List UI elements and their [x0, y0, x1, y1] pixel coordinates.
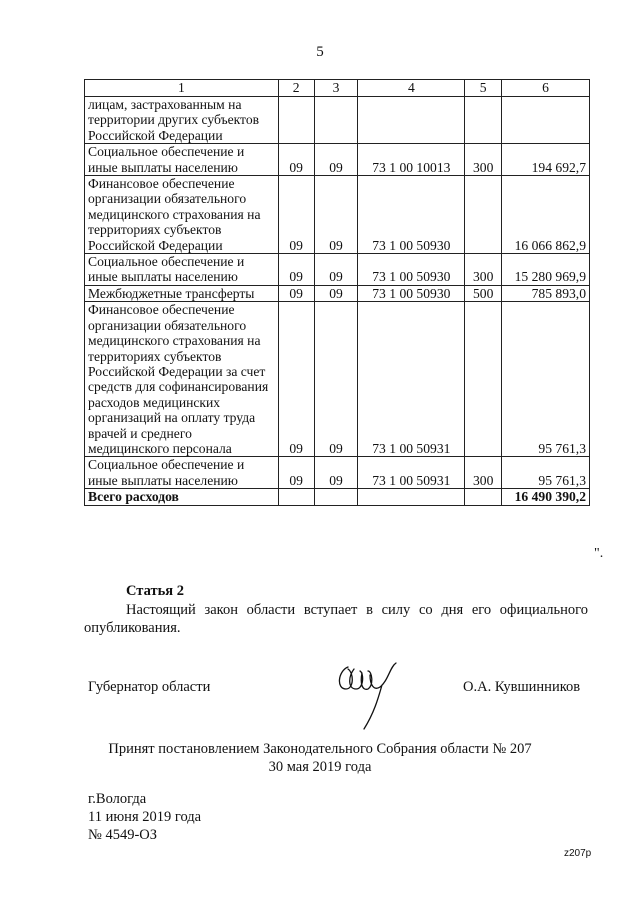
- governor-name: О.А. Кувшинников: [463, 679, 581, 695]
- item-name-cell: Социальное обеспечение и иные выплаты населению: [85, 457, 279, 489]
- table-row: [85, 457, 590, 489]
- empty-cell: [358, 489, 465, 505]
- section-cell: 09: [278, 285, 314, 301]
- expense-type-cell: 300: [465, 144, 502, 176]
- section-cell: [278, 97, 314, 144]
- empty-cell: [278, 489, 314, 505]
- item-name-cell: лицам, застрахованным на территории других субъектов Российской Федерации: [85, 97, 279, 144]
- target-article-cell: 73 1 00 50931: [358, 302, 465, 457]
- section-cell: 09: [278, 144, 314, 176]
- target-article-cell: 73 1 00 50930: [358, 285, 465, 301]
- target-article-cell: 73 1 00 50931: [358, 457, 465, 489]
- amount-cell: 95 761,3: [502, 457, 590, 489]
- closing-quote: ".: [594, 546, 604, 561]
- subsection-cell: [314, 97, 358, 144]
- subsection-cell: 09: [314, 302, 358, 457]
- item-name-cell: Финансовое обеспечение организации обязательного медицинского страхования на территориях субъектов Российской Федерации за счет средств для софинансирования расходов медицинских организаций на оплату труда врачей и среднего медицинского персонала: [85, 302, 279, 457]
- expense-type-cell: [465, 97, 502, 144]
- sign-date: 11 июня 2019 года: [88, 809, 202, 825]
- amount-cell: 785 893,0: [502, 285, 590, 301]
- target-article-cell: 73 1 00 10013: [358, 144, 465, 176]
- empty-cell: [314, 489, 358, 505]
- section-cell: 09: [278, 302, 314, 457]
- table-header-row: [85, 80, 590, 97]
- total-label: Всего расходов: [85, 489, 279, 505]
- empty-cell: [465, 489, 502, 505]
- subsection-cell: 09: [314, 144, 358, 176]
- expense-type-cell: 300: [465, 254, 502, 286]
- section-cell: 09: [278, 254, 314, 286]
- signature-mark: [334, 655, 404, 733]
- item-name-cell: Социальное обеспечение и иные выплаты населению: [85, 144, 279, 176]
- target-article-cell: 73 1 00 50930: [358, 176, 465, 254]
- table-row: [85, 97, 590, 144]
- page-number: 5: [316, 44, 324, 60]
- law-number: № 4549-ОЗ: [88, 827, 158, 843]
- column-header: 3: [314, 80, 358, 97]
- section-cell: 09: [278, 457, 314, 489]
- column-header: 2: [278, 80, 314, 97]
- city: г.Вологда: [88, 791, 147, 807]
- column-header: 6: [502, 80, 590, 97]
- subsection-cell: 09: [314, 285, 358, 301]
- expense-type-cell: 300: [465, 457, 502, 489]
- document-code: z207p: [564, 848, 592, 859]
- adoption-date: 30 мая 2019 года: [268, 759, 372, 775]
- article-title: Статья 2: [126, 583, 184, 599]
- subsection-cell: 09: [314, 457, 358, 489]
- expense-type-cell: [465, 302, 502, 457]
- amount-cell: [502, 97, 590, 144]
- total-amount: 16 490 390,2: [502, 489, 590, 505]
- expense-type-cell: [465, 176, 502, 254]
- column-header: 1: [85, 80, 279, 97]
- expense-type-cell: 500: [465, 285, 502, 301]
- article-text: Настоящий закон области вступает в силу со дня его официального опубликования.: [84, 602, 588, 636]
- adoption-note: [0, 740, 640, 776]
- column-header: 4: [358, 80, 465, 97]
- target-article-cell: [358, 97, 465, 144]
- table-row: [85, 302, 590, 457]
- table-row: [85, 285, 590, 301]
- table-row: [85, 176, 590, 254]
- item-name-cell: Межбюджетные трансферты: [85, 285, 279, 301]
- amount-cell: 95 761,3: [502, 302, 590, 457]
- amount-cell: 194 692,7: [502, 144, 590, 176]
- governor-title: Губернатор области: [88, 679, 211, 695]
- total-row: [85, 489, 590, 505]
- amount-cell: 15 280 969,9: [502, 254, 590, 286]
- table-row: [85, 254, 590, 286]
- column-header: 5: [465, 80, 502, 97]
- place-and-date: [88, 790, 201, 844]
- subsection-cell: 09: [314, 176, 358, 254]
- target-article-cell: 73 1 00 50930: [358, 254, 465, 286]
- item-name-cell: Социальное обеспечение и иные выплаты населению: [85, 254, 279, 286]
- section-cell: 09: [278, 176, 314, 254]
- subsection-cell: 09: [314, 254, 358, 286]
- item-name-cell: Финансовое обеспечение организации обязательного медицинского страхования на территориях субъектов Российской Федерации: [85, 176, 279, 254]
- amount-cell: 16 066 862,9: [502, 176, 590, 254]
- table-row: [85, 144, 590, 176]
- adoption-line: Принят постановлением Законодательного Собрания области № 207: [108, 741, 532, 757]
- expenditure-table: [84, 79, 590, 506]
